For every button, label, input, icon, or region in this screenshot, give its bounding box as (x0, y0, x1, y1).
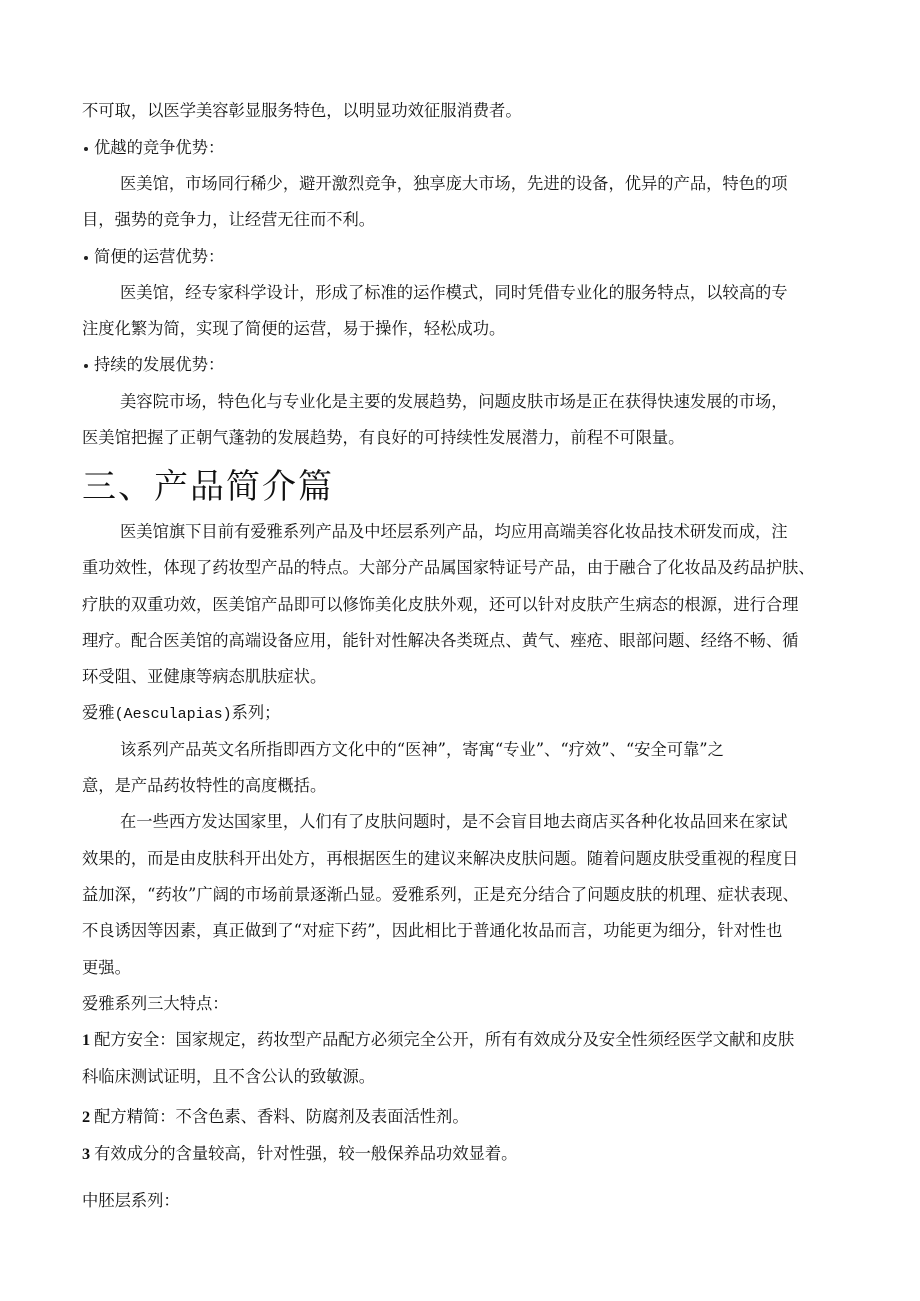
paragraph-line: 医美馆，市场同行稀少，避开激烈竞争，独享庞大市场，先进的设备，优异的产品，特色的项 (120, 174, 788, 193)
paragraph-line: 医美馆，经专家科学设计，形成了标准的运作模式，同时凭借专业化的服务特点，以较高的专 (120, 283, 788, 302)
paragraph-line: 医美馆把握了正朝气蓬勃的发展趋势，有良好的可持续性发展潜力，前程不可限量。 (82, 428, 685, 447)
paragraph-line: 美容院市场，特色化与专业化是主要的发展趋势，问题皮肤市场是正在获得快速发展的市场， (120, 392, 788, 411)
bullet-icon (84, 147, 88, 151)
paragraph-line: 环受阻、亚健康等病态肌肤症状。 (82, 667, 327, 686)
paragraph-line: 疗肤的双重功效，医美馆产品即可以修饰美化皮肤外观，还可以针对皮肤产生病态的根源，进行合理 (82, 595, 799, 614)
feature-item: 1 配方安全：国家规定，药妆型产品配方必须完全公开，所有有效成分及安全性须经医学文献和皮肤 (82, 1030, 795, 1049)
paragraph-line: 效果的，而是由皮肤科开出处方，再根据医生的建议来解决皮肤问题。随着问题皮肤受重视的程度日 (82, 849, 799, 868)
paragraph-line: 更强。 (82, 958, 131, 977)
paragraph-line: 目，强势的竞争力，让经营无往而不利。 (82, 210, 376, 229)
section-title: 三、产品简介篇 (82, 467, 334, 507)
paragraph-line: 益加深，“药妆”广阔的市场前景逐渐凸显。爱雅系列，正是充分结合了问题皮肤的机理、症状表现、 (82, 885, 799, 904)
features-heading: 爱雅系列三大特点： (82, 994, 229, 1013)
bullet-heading-development: 持续的发展优势： (82, 354, 224, 376)
series-heading-zhongpei: 中胚层系列： (82, 1191, 180, 1210)
bullet-icon (84, 364, 88, 368)
feature-item: 3 有效成分的含量较高，针对性强，较一般保养品功效显着。 (82, 1144, 518, 1163)
paragraph-line: 理疗。配合医美馆的高端设备应用，能针对性解决各类斑点、黄气、痤疮、眼部问题、经络不畅、循 (82, 631, 799, 650)
paragraph-line: 意，是产品药妆特性的高度概括。 (82, 776, 327, 795)
bullet-heading-competition: 优越的竞争优势： (82, 137, 224, 159)
paragraph-line: 注度化繁为简，实现了简便的运营，易于操作，轻松成功。 (82, 319, 506, 338)
feature-item: 2 配方精简：不含色素、香料、防腐剂及表面活性剂。 (82, 1107, 469, 1126)
paragraph-line: 重功效性，体现了药妆型产品的特点。大部分产品属国家特证号产品，由于融合了化妆品及药品护肤、 (82, 558, 815, 577)
bullet-heading-operation: 简便的运营优势： (82, 246, 224, 268)
series-heading-aiya: 爱雅(Aesculapias)系列； (82, 703, 281, 723)
paragraph-line: 不可取，以医学美容彰显服务特色，以明显功效征服消费者。 (82, 101, 522, 120)
bullet-icon (84, 256, 88, 260)
feature-item-continuation: 科临床测试证明，且不含公认的致敏源。 (82, 1067, 376, 1086)
paragraph-line: 医美馆旗下目前有爱雅系列产品及中坯层系列产品，均应用高端美容化妆品技术研发而成，注 (120, 522, 788, 541)
paragraph-line: 在一些西方发达国家里，人们有了皮肤问题时，是不会盲目地去商店买各种化妆品回来在家试 (120, 812, 788, 831)
paragraph-line: 该系列产品英文名所指即西方文化中的“医神”，寄寓“专业”、“疗效”、“安全可靠”之 (120, 740, 724, 759)
paragraph-line: 不良诱因等因素，真正做到了“对症下药”，因此相比于普通化妆品而言，功能更为细分，针对性也 (82, 921, 783, 940)
